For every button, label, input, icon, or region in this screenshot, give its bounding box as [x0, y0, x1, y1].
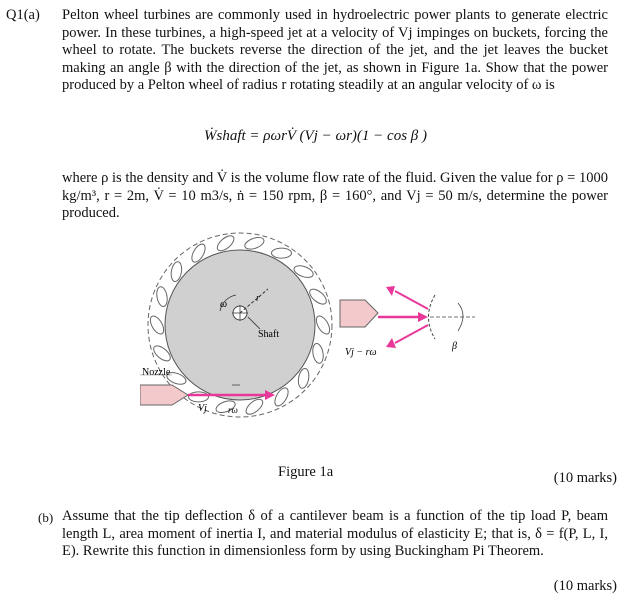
part-a-marks: (10 marks): [553, 470, 617, 486]
deflected-arrow-bottom: [395, 325, 428, 343]
part-a-text-given: where ρ is the density and V̇ is the volume flow rate of the fluid. Given the value for ρ = 1000 kg/m³, r = 2m, V̇ = 10 m3/s, ṅ = 150 rpm, β = 160°, and Vj = 50 m/s, determine the power produced.: [62, 170, 608, 221]
nozzle-label: Nozzle: [142, 367, 171, 378]
right-nozzle-shape: [340, 300, 378, 327]
vj-label: Vj: [198, 403, 207, 414]
beta-label: β: [452, 341, 457, 352]
deflected-arrow-top: [395, 291, 428, 309]
relative-velocity-label: Vj − rω: [345, 347, 377, 358]
part-b-marks: (10 marks): [553, 578, 617, 594]
bucket: [189, 392, 209, 402]
omega-label: ω: [220, 299, 228, 310]
bucket: [155, 286, 168, 307]
bucket: [148, 314, 167, 336]
bucket: [314, 314, 333, 336]
figure-caption: Figure 1a: [278, 464, 334, 480]
part-a-text: Pelton wheel turbines are commonly used in hydroelectric power plants to generate electric power. In these turbines, a high-speed jet at a velocity of Vj impinges on buckets, forcing the wheel to rotate. The buckets reverse the direction of the jet, and the jet leaves the bucket making an angle β with the direction of the jet, as shown in Figure 1a. Show that the power produced by a Pelton wheel of radius r rotating steadily at an angular velocity of ω is: [62, 7, 608, 93]
wheel: [165, 250, 315, 400]
nozzle-shape: [140, 385, 188, 405]
part-b-label: (b): [38, 510, 54, 525]
part-a-label: Q1(a): [6, 7, 40, 23]
pelton-wheel-figure: [140, 225, 480, 465]
shaft-label: Shaft: [258, 329, 280, 340]
part-b-text: Assume that the tip deflection δ of a cantilever beam is a function of the tip load P, beam length L, area moment of inertia I, and material modulus of elasticity E; that is, δ = f(P, L, I, E). Rewrite this function in dimensionless form by using Buckingham Pi Theorem.: [62, 508, 608, 559]
radius-label: r: [256, 293, 260, 304]
bucket: [243, 235, 265, 251]
bucket: [272, 248, 292, 258]
shaft-power-equation: Ẇshaft = ρωrV̇ (Vj − ωr)(1 − cos β ): [203, 128, 427, 144]
bucket: [311, 343, 324, 364]
romega-label: rω: [228, 405, 238, 415]
